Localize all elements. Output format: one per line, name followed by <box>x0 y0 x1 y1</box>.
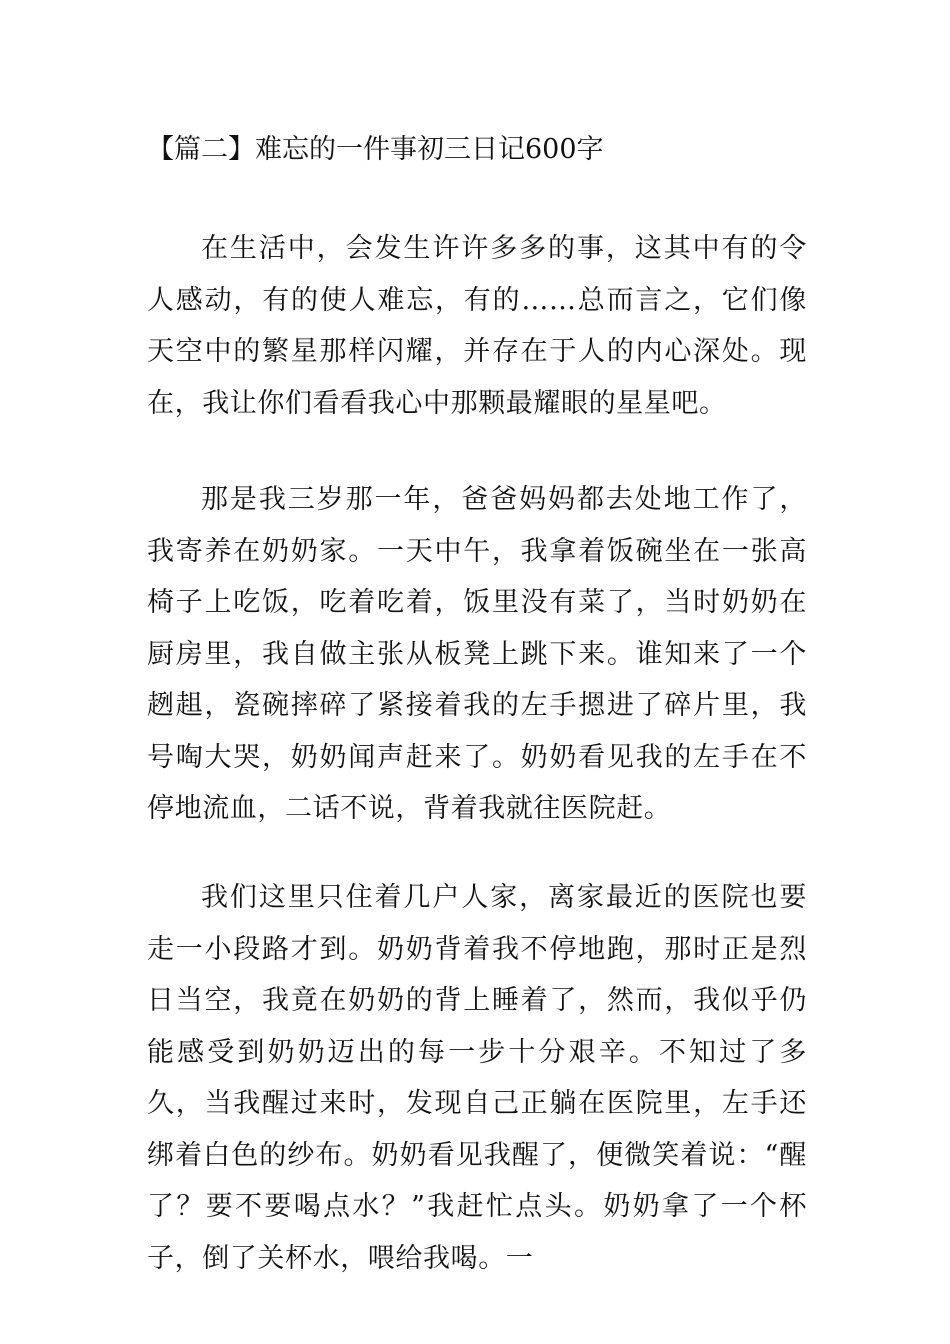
paragraph-accident: 那是我三岁那一年，爸爸妈妈都去处地工作了，我寄养在奶奶家。一天中午，我拿着饭碗坐在一张高椅子上吃饭，吃着吃着，饭里没有菜了，当时奶奶在厨房里，我自做主张从板凳上跳下来。谁知来了一个趔趄，瓷碗摔碎了紧接着我的左手摁进了碎片里，我号啕大哭，奶奶闻声赶来了。奶奶看见我的左手在不停地流血，二话不说，背着我就往医院赶。 <box>147 484 807 824</box>
document-title: 【篇二】难忘的一件事初三日记600字 <box>147 134 604 165</box>
paragraph-intro: 在生活中，会发生许许多多的事，这其中有的令人感动，有的使人难忘，有的……总而言之，它们像天空中的繁星那样闪耀，并存在于人的内心深处。现在，我让你们看看我心中那颗最耀眼的星星吧。 <box>147 233 807 419</box>
paragraph-hospital: 我们这里只住着几户人家，离家最近的医院也要走一小段路才到。奶奶背着我不停地跑，那时正是烈日当空，我竟在奶奶的背上睡着了，然而，我似乎仍能感受到奶奶迈出的每一步十分艰辛。不知过了多久，当我醒过来时，发现自己正躺在医院里，左手还绑着白色的纱布。奶奶看见我醒了，便微笑着说：“醒了？要不要喝点水？”我赶忙点头。奶奶拿了一个杯子，倒了关杯水，喂给我喝。一 <box>147 882 807 1274</box>
